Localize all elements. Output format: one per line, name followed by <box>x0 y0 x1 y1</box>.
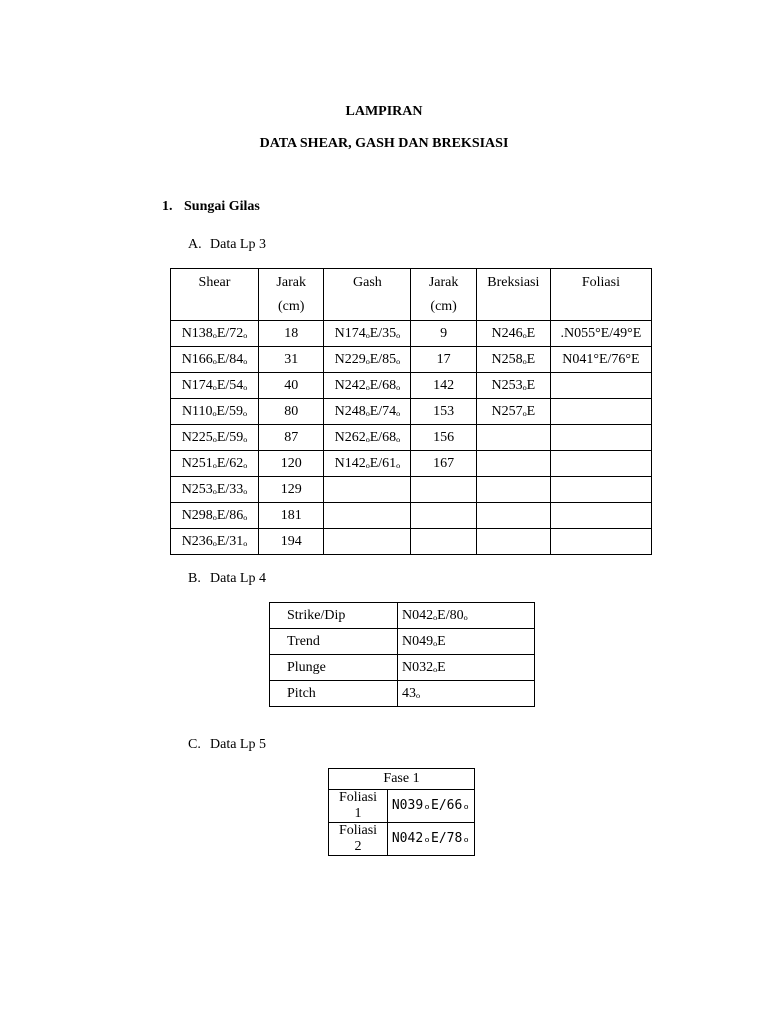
table-cell <box>550 529 651 555</box>
table-cell: N229ₒE/85ₒ <box>324 347 411 373</box>
table-header-row <box>171 269 652 321</box>
table-cell: N298ₒE/86ₒ <box>171 503 259 529</box>
table-cell: N236ₒE/31ₒ <box>171 529 259 555</box>
page-title: LAMPIRAN <box>345 104 423 119</box>
table-cell <box>550 477 651 503</box>
table-row <box>270 629 535 655</box>
parameter-cell: Trend <box>270 629 398 655</box>
table-cell: 18 <box>259 321 324 347</box>
value-cell: 43ₒ <box>398 681 535 707</box>
table-cell: N225ₒE/59ₒ <box>171 425 259 451</box>
phase-header: Fase 1 <box>329 769 475 790</box>
table-cell: N166ₒE/84ₒ <box>171 347 259 373</box>
table-row <box>270 603 535 629</box>
foliasi-label-cell: Foliasi 2 <box>329 823 388 856</box>
table-cell: N174ₒE/54ₒ <box>171 373 259 399</box>
table-cell: N174ₒE/35ₒ <box>324 321 411 347</box>
table-row <box>171 529 652 555</box>
subsection-c-letter: C. <box>188 737 201 752</box>
section-label: Sungai Gilas <box>184 199 260 214</box>
subsection-c-label: Data Lp 5 <box>210 737 266 752</box>
table-cell: 120 <box>259 451 324 477</box>
table-cell <box>550 399 651 425</box>
table-cell: 167 <box>411 451 476 477</box>
foliasi-label-cell: Foliasi 1 <box>329 790 388 823</box>
table-cell: 129 <box>259 477 324 503</box>
value-cell: N042ₒE/80ₒ <box>398 603 535 629</box>
table-cell: 9 <box>411 321 476 347</box>
table-lp3 <box>170 268 652 555</box>
table-cell <box>476 425 550 451</box>
table-cell: 31 <box>259 347 324 373</box>
parameter-cell: Plunge <box>270 655 398 681</box>
table-cell: N257ₒE <box>476 399 550 425</box>
table-cell <box>550 503 651 529</box>
table-cell <box>476 477 550 503</box>
column-header: Jarak (cm) <box>411 269 476 321</box>
subsection-c-heading <box>188 737 266 753</box>
subsection-a-label: Data Lp 3 <box>210 237 266 252</box>
column-header: Gash <box>324 269 411 321</box>
section-number: 1. <box>162 199 173 214</box>
table-cell: 40 <box>259 373 324 399</box>
table-row <box>329 790 475 823</box>
table-cell: N142ₒE/61ₒ <box>324 451 411 477</box>
table-row <box>270 655 535 681</box>
table-cell: N248ₒE/74ₒ <box>324 399 411 425</box>
table-cell: 181 <box>259 503 324 529</box>
table-cell: 156 <box>411 425 476 451</box>
subsection-a-letter: A. <box>188 237 202 252</box>
table-lp5 <box>328 768 475 856</box>
table-cell: 87 <box>259 425 324 451</box>
subsection-b-label: Data Lp 4 <box>210 571 266 586</box>
column-header: Foliasi <box>550 269 651 321</box>
column-header: Jarak (cm) <box>259 269 324 321</box>
table-cell: .N055°E/49°E <box>550 321 651 347</box>
table-cell: N251ₒE/62ₒ <box>171 451 259 477</box>
table-row <box>171 373 652 399</box>
table-row <box>270 681 535 707</box>
table-lp4 <box>269 602 535 707</box>
subsection-a-heading <box>188 237 266 253</box>
table-cell <box>411 477 476 503</box>
table-cell <box>476 503 550 529</box>
table-cell: 153 <box>411 399 476 425</box>
table-row <box>171 321 652 347</box>
foliasi-value-cell: N042ₒE/78ₒ <box>388 823 475 856</box>
table-row <box>171 503 652 529</box>
table-cell: N110ₒE/59ₒ <box>171 399 259 425</box>
table-cell <box>550 425 651 451</box>
table-cell: N242ₒE/68ₒ <box>324 373 411 399</box>
table-header-row <box>329 769 475 790</box>
table-cell <box>476 451 550 477</box>
table-cell <box>411 529 476 555</box>
table-cell: 194 <box>259 529 324 555</box>
table-row <box>171 477 652 503</box>
table-row <box>171 425 652 451</box>
table-cell: N258ₒE <box>476 347 550 373</box>
column-header: Shear <box>171 269 259 321</box>
column-header: Breksiasi <box>476 269 550 321</box>
section-heading <box>162 199 260 215</box>
table-cell: N041°E/76°E <box>550 347 651 373</box>
table-row <box>171 347 652 373</box>
page-subtitle: DATA SHEAR, GASH DAN BREKSIASI <box>259 136 509 151</box>
table-cell <box>324 503 411 529</box>
table-cell: N246ₒE <box>476 321 550 347</box>
value-cell: N032ₒE <box>398 655 535 681</box>
table-cell: 142 <box>411 373 476 399</box>
table-cell: N262ₒE/68ₒ <box>324 425 411 451</box>
table-cell <box>550 451 651 477</box>
value-cell: N049ₒE <box>398 629 535 655</box>
foliasi-value-cell: N039ₒE/66ₒ <box>388 790 475 823</box>
parameter-cell: Pitch <box>270 681 398 707</box>
table-cell <box>324 529 411 555</box>
table-row <box>171 451 652 477</box>
table-cell <box>324 477 411 503</box>
subsection-b-letter: B. <box>188 571 201 586</box>
table-cell: 80 <box>259 399 324 425</box>
table-cell: 17 <box>411 347 476 373</box>
table-cell <box>476 529 550 555</box>
table-row <box>329 823 475 856</box>
subsection-b-heading <box>188 571 266 587</box>
table-row <box>171 399 652 425</box>
parameter-cell: Strike/Dip <box>270 603 398 629</box>
table-cell <box>411 503 476 529</box>
table-cell: N253ₒE/33ₒ <box>171 477 259 503</box>
table-cell <box>550 373 651 399</box>
table-cell: N253ₒE <box>476 373 550 399</box>
table-cell: N138ₒE/72ₒ <box>171 321 259 347</box>
